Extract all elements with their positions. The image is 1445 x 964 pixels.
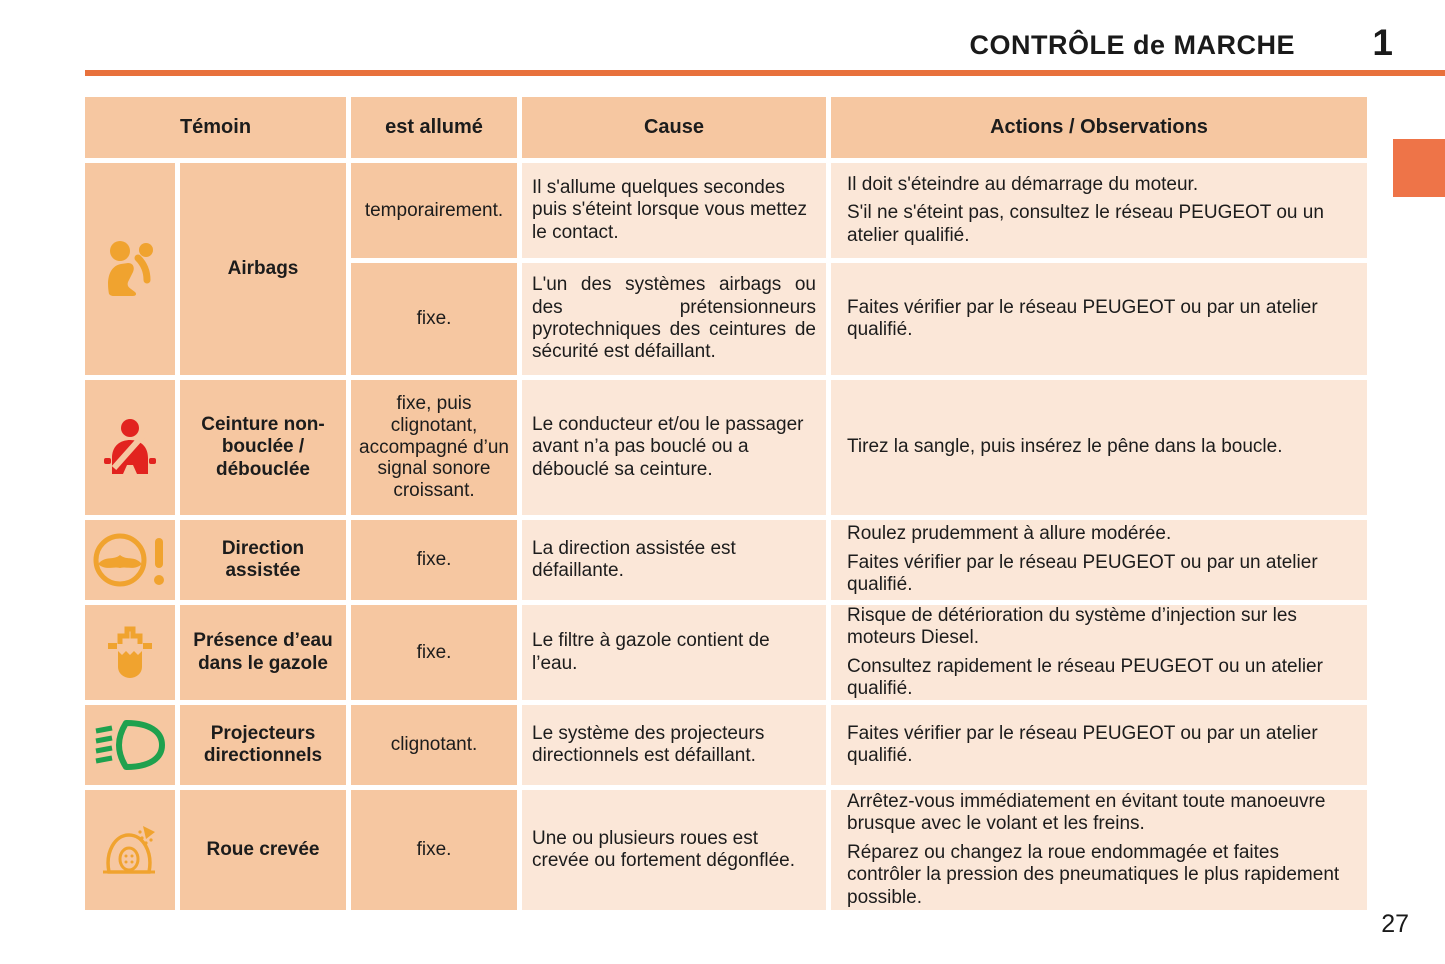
cause-text: Il s'allume quelques secondes puis s'éteint lorsque vous mettez le contact. xyxy=(532,176,808,243)
page-title: CONTRÔLE de MARCHE xyxy=(969,30,1295,60)
roue-actions xyxy=(831,790,1367,910)
roue-cause xyxy=(522,790,826,910)
flat-tyre-icon xyxy=(85,790,175,910)
column-header-est-allume: est allumé xyxy=(351,97,517,158)
direction-cause xyxy=(522,520,826,600)
row-label-ceinture: Ceinture non-bouclée / débouclée xyxy=(180,380,346,515)
steering-wheel-warning-icon xyxy=(85,520,175,600)
seatbelt-warning-icon xyxy=(85,380,175,515)
directional-headlamp-icon xyxy=(85,705,175,785)
cause-text: Le filtre à gazole contient de l’eau. xyxy=(532,630,770,674)
action-text: Roulez prudemment à allure modérée. xyxy=(847,523,1172,545)
eau-gazole-cause xyxy=(522,605,826,700)
chapter-tab-marker xyxy=(1393,139,1445,197)
direction-state: fixe. xyxy=(351,520,517,600)
row-label-direction: Direction assistée xyxy=(180,520,346,600)
cause-text: La direction assistée est défaillante. xyxy=(532,537,736,581)
ceinture-state: fixe, puis clignotant, accompagné d’un signal sonore croissant. xyxy=(351,380,517,515)
action-text: Risque de détérioration du système d’injection sur les moteurs Diesel. xyxy=(847,604,1297,649)
warning-lights-table xyxy=(85,97,1367,910)
row-label-eau-gazole: Présence d’eau dans le gazole xyxy=(180,605,346,700)
page-number: 27 xyxy=(1381,910,1409,938)
airbags-temporairement-cause xyxy=(522,163,826,258)
fuel-filter-water-icon xyxy=(85,605,175,700)
column-header-temoin: Témoin xyxy=(85,97,346,158)
action-text: Consultez rapidement le réseau PEUGEOT ou un atelier qualifié. xyxy=(847,655,1323,699)
airbags-fixe-cause xyxy=(522,263,826,375)
action-text: Faites vérifier par le réseau PEUGEOT ou par un atelier qualifié. xyxy=(847,296,1318,340)
airbags-fixe-actions xyxy=(831,263,1367,375)
projecteurs-actions xyxy=(831,705,1367,785)
ceinture-actions xyxy=(831,380,1367,515)
header-rule xyxy=(85,70,1445,76)
row-label-projecteurs: Projecteurs directionnels xyxy=(180,705,346,785)
chapter-number: 1 xyxy=(1372,22,1393,63)
cause-text: L'un des systèmes airbags ou des prétensionneurs pyrotechniques des ceintures de sécurité est défaillant. xyxy=(532,274,816,363)
cause-text: Le conducteur et/ou le passager avant n’a pas bouclé ou a débouclé sa ceinture. xyxy=(532,413,804,480)
cause-text: Une ou plusieurs roues est crevée ou fortement dégonflée. xyxy=(532,827,796,871)
action-text: Il doit s'éteindre au démarrage du moteur. xyxy=(847,173,1199,195)
action-text: Faites vérifier par le réseau PEUGEOT ou par un atelier qualifié. xyxy=(847,551,1318,596)
airbag-warning-icon xyxy=(85,163,175,375)
eau-gazole-actions xyxy=(831,605,1367,700)
column-header-actions: Actions / Observations xyxy=(831,97,1367,158)
row-label-roue: Roue crevée xyxy=(180,790,346,910)
cause-text: Le système des projecteurs directionnels est défaillant. xyxy=(532,722,765,766)
action-text: Réparez ou changez la roue endommagée et faites contrôler la pression des pneumatiques le plus rapidement possible. xyxy=(847,841,1340,908)
ceinture-cause xyxy=(522,380,826,515)
action-text: Arrêtez-vous immédiatement en évitant toute manoeuvre brusque avec le volant et les freins. xyxy=(847,790,1326,835)
airbags-temporairement-state: temporairement. xyxy=(351,163,517,258)
projecteurs-state: clignotant. xyxy=(351,705,517,785)
airbags-temporairement-actions xyxy=(831,163,1367,258)
action-text: Tirez la sangle, puis insérez le pêne dans la boucle. xyxy=(847,436,1283,458)
airbags-fixe-state: fixe. xyxy=(351,263,517,375)
eau-gazole-state: fixe. xyxy=(351,605,517,700)
action-text: S'il ne s'éteint pas, consultez le réseau PEUGEOT ou un atelier qualifié. xyxy=(847,202,1324,246)
projecteurs-cause xyxy=(522,705,826,785)
row-label-airbags: Airbags xyxy=(180,163,346,375)
roue-state: fixe. xyxy=(351,790,517,910)
action-text: Faites vérifier par le réseau PEUGEOT ou par un atelier qualifié. xyxy=(847,722,1318,766)
column-header-cause: Cause xyxy=(522,97,826,158)
direction-actions xyxy=(831,520,1367,600)
